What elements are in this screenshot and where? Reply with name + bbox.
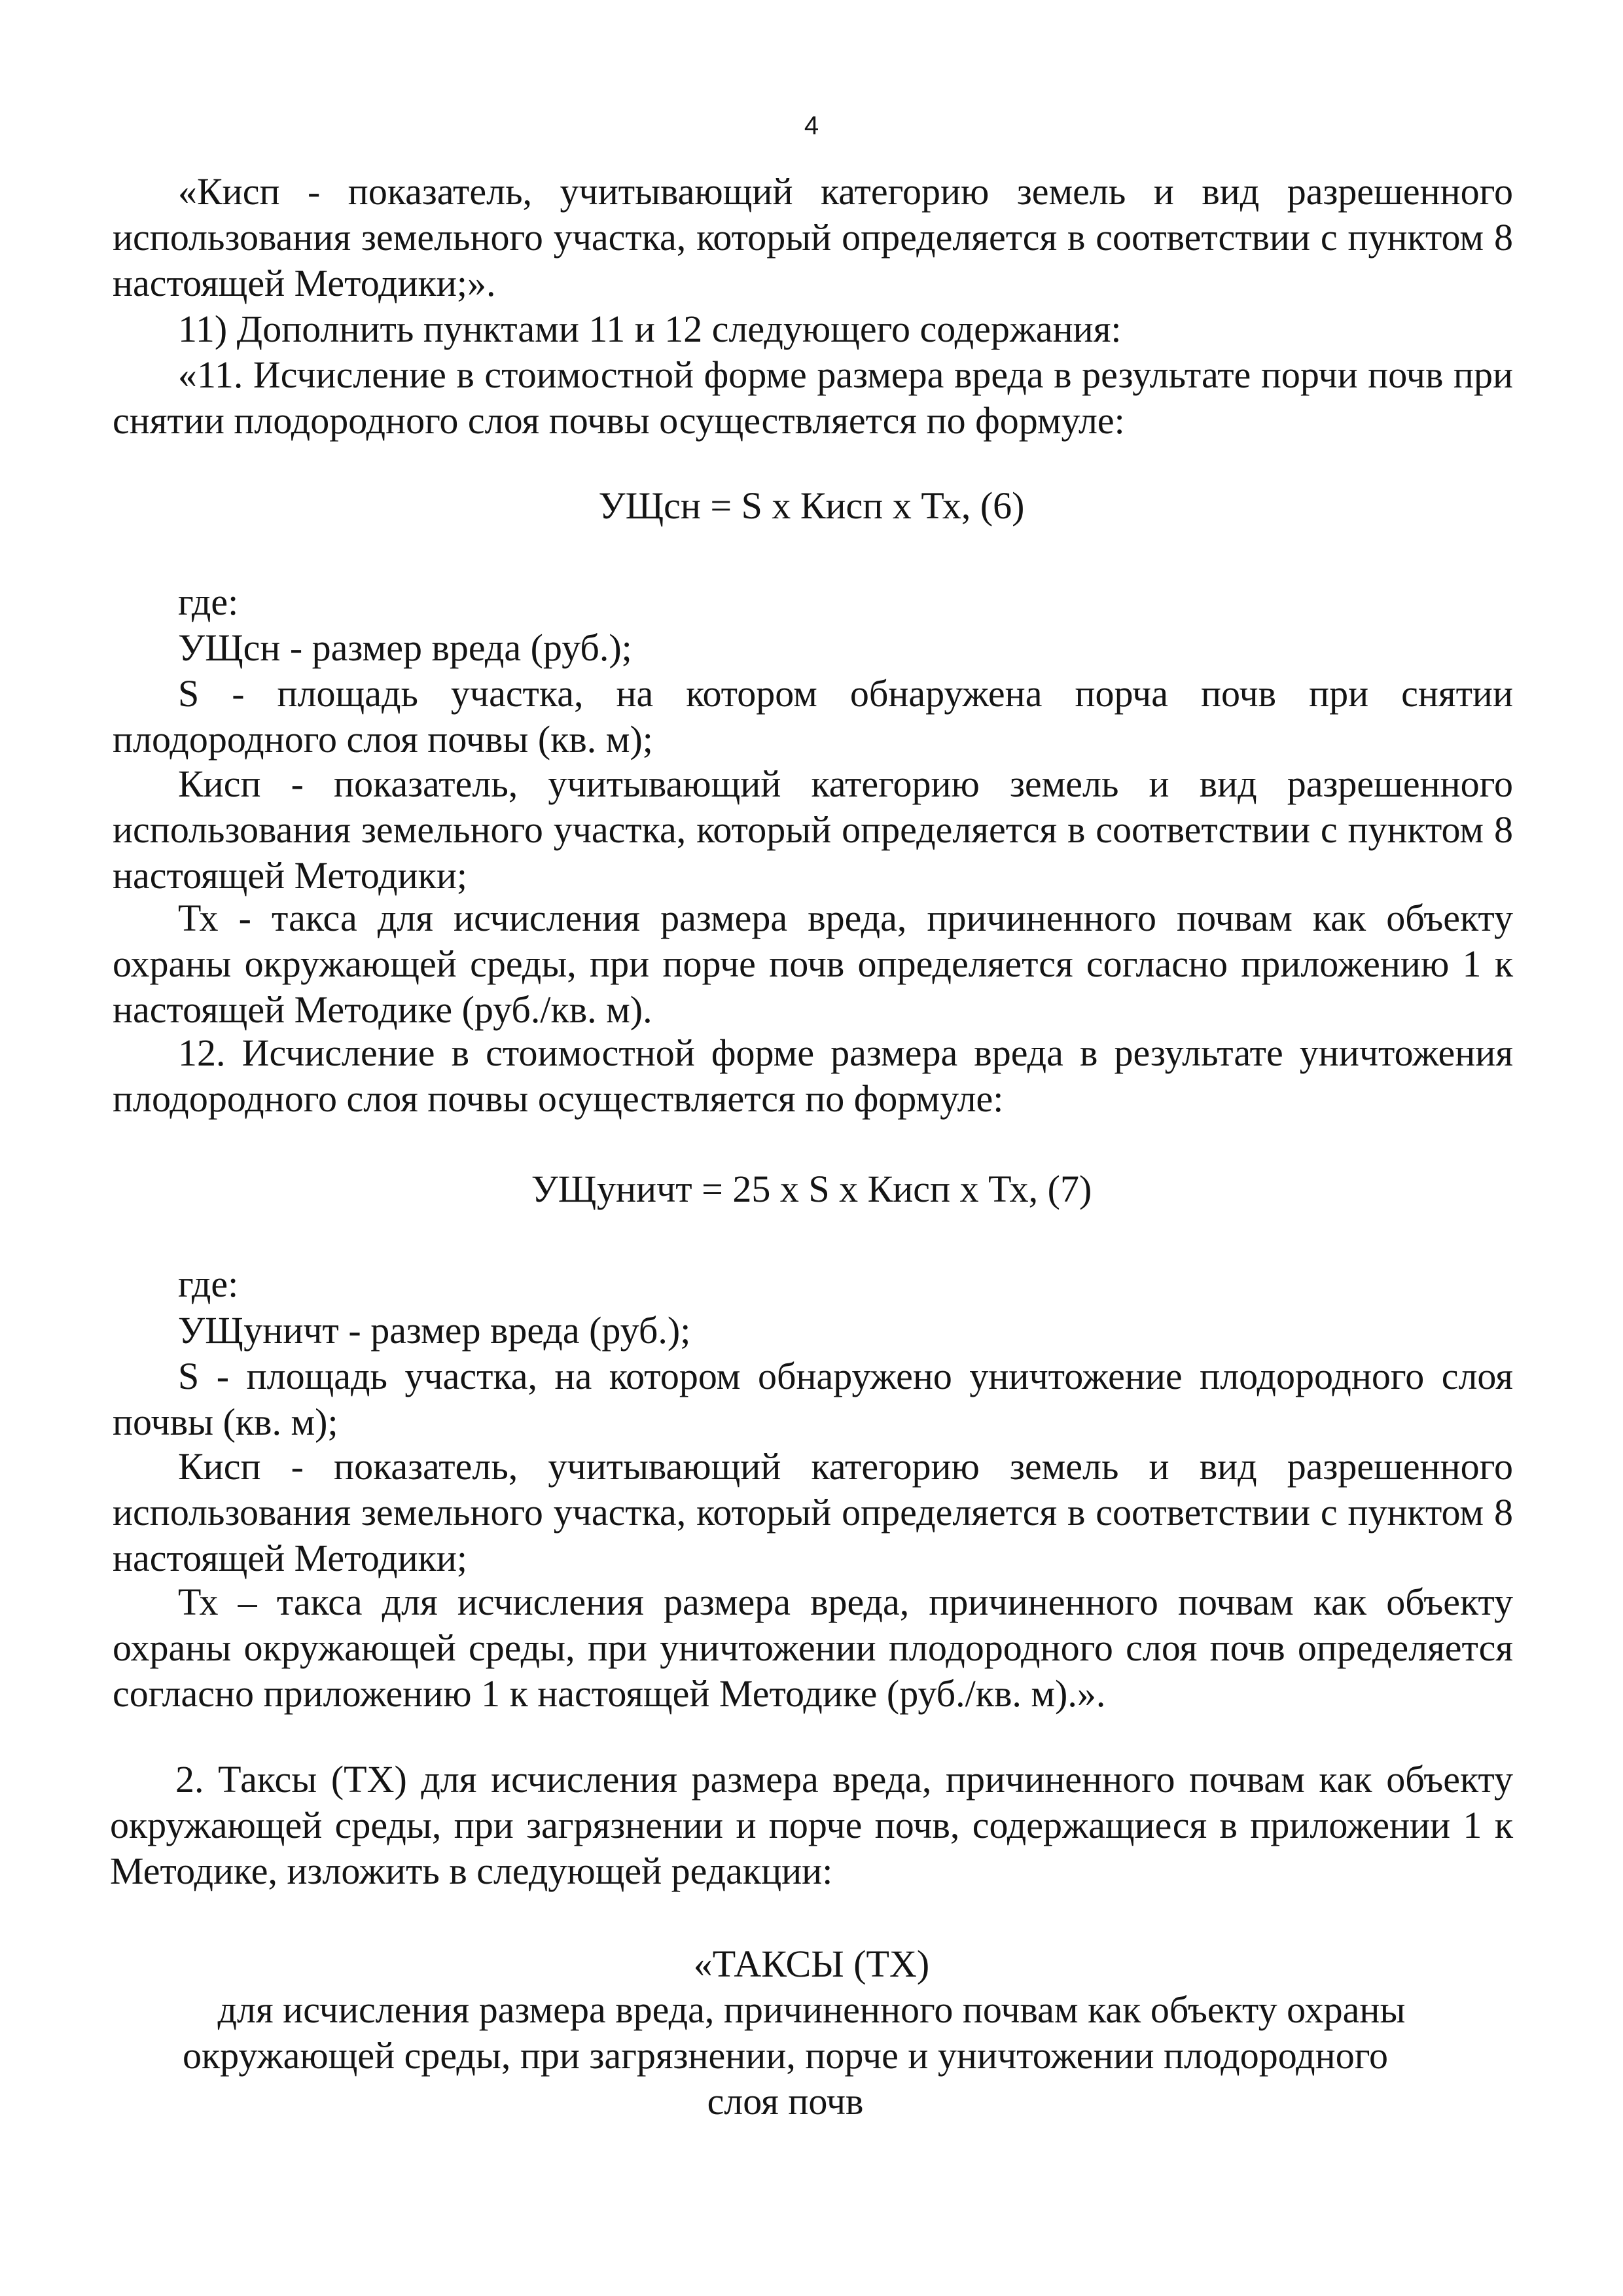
definition-kisp-2: Кисп - показатель, учитывающий категорию земель и вид разрешенного использования земельного участка, который определяется в соответствии с пунктом 8 настоящей Методики; xyxy=(113,1445,1513,1579)
definition-tx-2: Тх – такса для исчисления размера вреда, причиненного почвам как объекту охраны окружающей среды, при уничтожении плодородного слоя почв определяется согласно приложению 1 к настоящей Методике (руб./кв. м).». xyxy=(113,1581,1513,1715)
paragraph-clause-11: «11. Исчисление в стоимостной форме размера вреда в результате порчи почв при снятии плодородного слоя почвы осуществляется по формуле: xyxy=(113,353,1513,442)
taxes-subtitle-line-2: окружающей среды, при загрязнении, порче и уничтожении плодородного xyxy=(182,2034,1389,2077)
paragraph-section-2: 2. Таксы (ТХ) для исчисления размера вреда, причиненного почвам как объекту окружающей среды, при загрязнении и порче почв, содержащиеся в приложении 1 к Методике, изложить в следующей редакции: xyxy=(110,1758,1513,1892)
formula-6: УЩсн = S x Кисп x Тх, (6) xyxy=(598,484,1025,527)
formula-7: УЩуничт = 25 x S x Кисп x Тх, (7) xyxy=(531,1168,1092,1210)
paragraph-clause-12: 12. Исчисление в стоимостной форме размера вреда в результате уничтожения плодородного слоя почвы осуществляется по формуле: xyxy=(113,1031,1513,1120)
taxes-title: «ТАКСЫ (ТХ) xyxy=(693,1943,930,1985)
definition-ushch-unicht: УЩуничт - размер вреда (руб.); xyxy=(178,1309,691,1352)
definition-kisp-1: Кисп - показатель, учитывающий категорию земель и вид разрешенного использования земельного участка, который определяется в соответствии с пунктом 8 настоящей Методики; xyxy=(113,762,1513,897)
definition-s-2: S - площадь участка, на котором обнаружено уничтожение плодородного слоя почвы (кв. м); xyxy=(113,1355,1513,1443)
definition-ushch-sn: УЩсн - размер вреда (руб.); xyxy=(178,626,632,669)
taxes-subtitle-line-3: слоя почв xyxy=(707,2080,864,2123)
definition-tx-1: Тх - такса для исчисления размера вреда, причиненного почвам как объекту охраны окружающей среды, при порче почв определяется согласно приложению 1 к настоящей Методике (руб./кв. м). xyxy=(113,897,1513,1031)
where-label-1: где: xyxy=(178,581,239,623)
taxes-subtitle-line-1: для исчисления размера вреда, причиненного почвам как объекту охраны xyxy=(217,1988,1406,2031)
paragraph-item-11: 11) Дополнить пунктами 11 и 12 следующего содержания: xyxy=(178,308,1122,350)
where-label-2: где: xyxy=(178,1263,239,1305)
paragraph-kisp-definition: «Кисп - показатель, учитывающий категорию земель и вид разрешенного использования земельного участка, который определяется в соответствии с пунктом 8 настоящей Методики;». xyxy=(113,170,1513,304)
page-number: 4 xyxy=(804,111,819,140)
definition-s-1: S - площадь участка, на котором обнаружена порча почв при снятии плодородного слоя почвы (кв. м); xyxy=(113,672,1513,761)
